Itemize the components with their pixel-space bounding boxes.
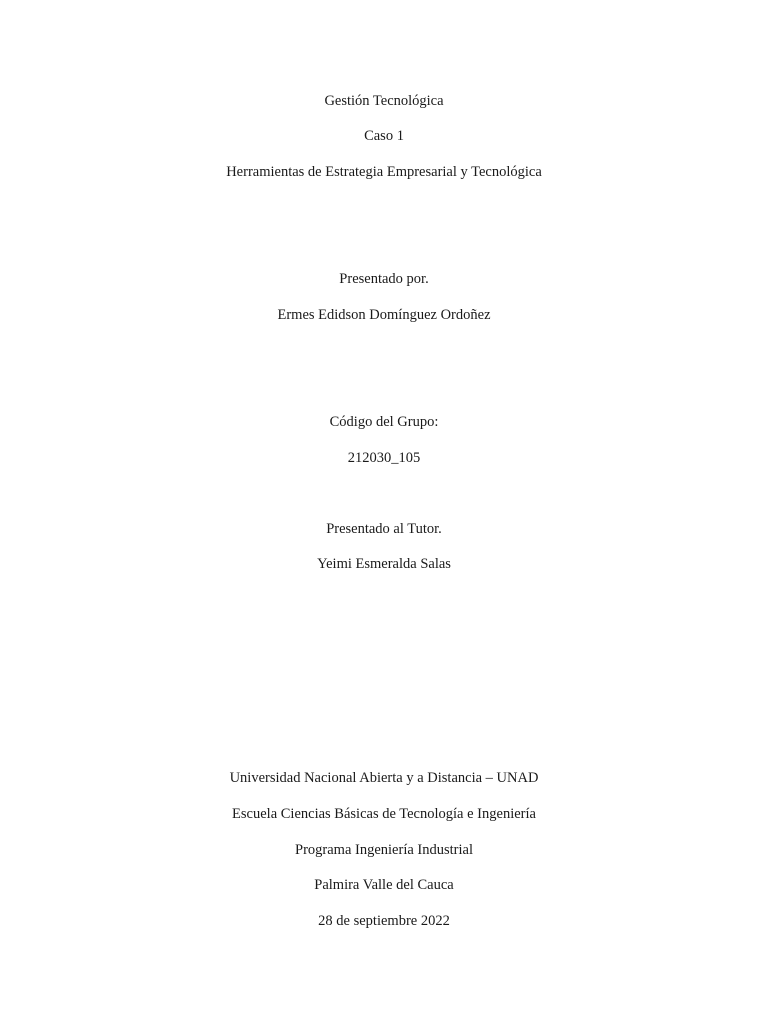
group-code: 212030_105 (347, 450, 421, 466)
date: 28 de septiembre 2022 (318, 913, 450, 929)
location: Palmira Valle del Cauca (314, 877, 454, 893)
school-name: Escuela Ciencias Básicas de Tecnología e Ingeniería (232, 806, 536, 822)
group-code-label: Código del Grupo: (329, 414, 439, 430)
case-label: Caso 1 (364, 128, 404, 144)
tutor-name: Yeimi Esmeralda Salas (317, 556, 451, 572)
subject-title: Gestión Tecnológica (324, 93, 444, 109)
author-name: Ermes Edidson Domínguez Ordoñez (277, 307, 491, 323)
topic-title: Herramientas de Estrategia Empresarial y Tecnológica (226, 164, 542, 180)
program-name: Programa Ingeniería Industrial (295, 842, 473, 858)
university-name: Universidad Nacional Abierta y a Distancia – UNAD (229, 770, 539, 786)
presented-by-label: Presentado por. (339, 271, 429, 287)
tutor-label: Presentado al Tutor. (326, 521, 442, 537)
